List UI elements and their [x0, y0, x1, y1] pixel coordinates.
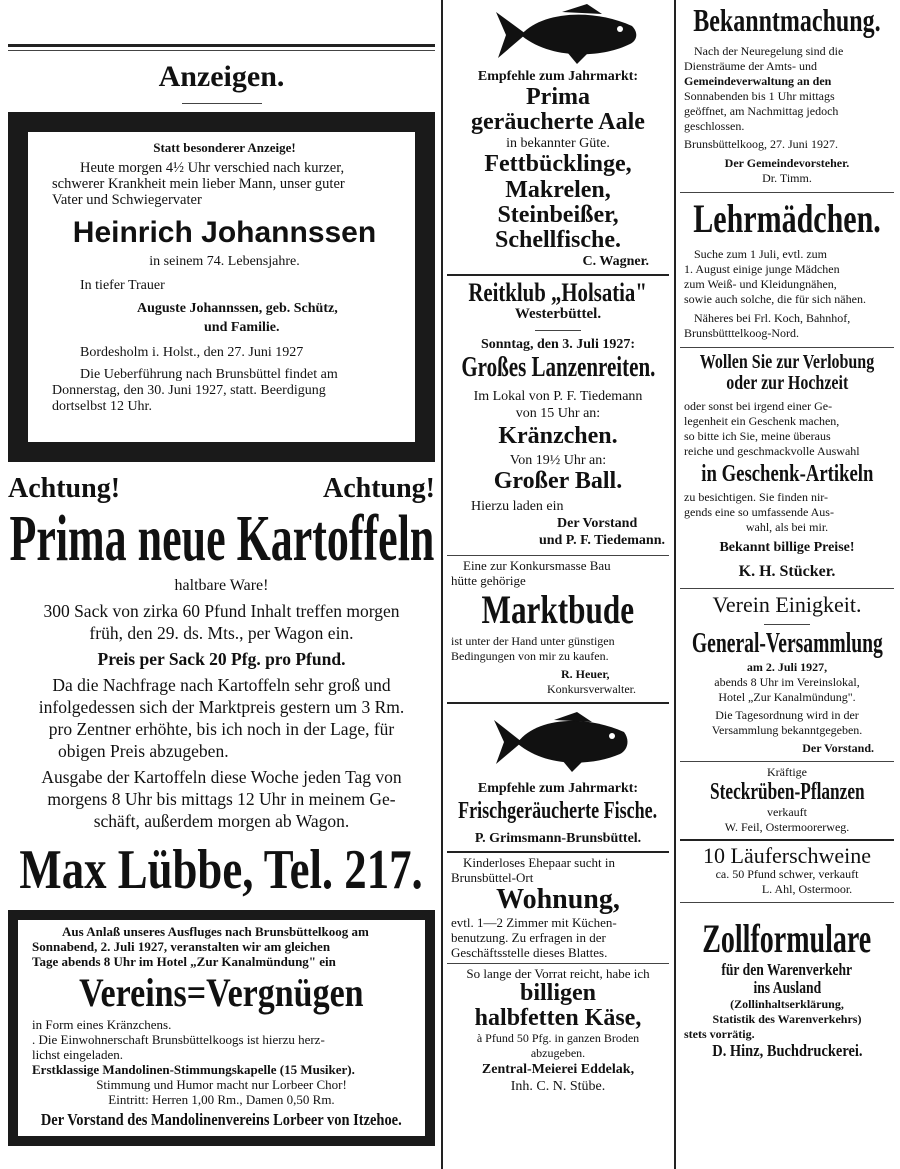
text-line: schwerer Krankheit mein lieber Mann, unser guter — [52, 175, 345, 192]
ad-rule — [447, 555, 669, 556]
top-rule-thin — [8, 50, 435, 51]
signer-line: Dr. Timm. — [762, 170, 812, 185]
fish-ad — [447, 68, 669, 270]
riding-date: Sonntag, den 3. Juli 1927: — [480, 337, 636, 353]
flat-ad — [447, 855, 669, 959]
band-line: Erstklassige Mandolinen-Stimmungskapelle (15 Musiker). — [32, 1061, 355, 1077]
fish-ad-item: Steinbeißer, — [497, 201, 619, 228]
gifts-headline: in Geschenk-Artikeln — [700, 460, 874, 487]
column-divider — [441, 0, 443, 1169]
club-text — [32, 1017, 411, 1107]
riding-title: Reitklub „Holsatia" — [468, 278, 648, 308]
text-line: . Die Einwohnerschaft Brunsbüttelkoogs ist hierzu herz- — [32, 1031, 325, 1047]
signer-line: R. Heuer, — [561, 667, 610, 682]
apprentice-text — [684, 247, 890, 341]
union-title: Verein Einigkeit. — [712, 591, 862, 617]
ad-rule — [447, 702, 669, 704]
fish-ad2-intro: Empfehle zum Jahrmarkt: — [477, 781, 639, 797]
fish-ad-line: Prima — [526, 84, 590, 110]
text-line: in Form eines Kränzchens. — [32, 1016, 172, 1032]
customs-ad — [680, 917, 894, 1060]
attention-right: Achtung! — [322, 472, 435, 504]
section-title — [8, 61, 435, 93]
text-line: benutzung. Zu erfragen in der — [451, 929, 606, 945]
short-rule — [535, 330, 581, 331]
fish-ad-signature: C. Wagner. — [582, 254, 649, 270]
text-line: evtl. 1—2 Zimmer mit Küchen- — [451, 914, 617, 930]
notice-ad — [680, 4, 894, 186]
text-line: hütte gehörige — [451, 573, 526, 589]
text-line: Die Tagesordnung wird in der — [715, 708, 859, 723]
customs-signature: D. Hinz, Buchdruckerei. — [711, 1041, 863, 1061]
place-date: Bordesholm i. Holst., den 27. Juni 1927 — [80, 344, 304, 360]
text-line: Die Ueberführung nach Brunsbüttel findet am — [80, 366, 338, 382]
riding-event: Großes Lanzenreiten. — [460, 352, 656, 384]
riding-place: Westerbüttel. — [514, 306, 602, 323]
text-line: Versammlung bekanntgegeben. — [711, 723, 863, 738]
pigs-text: ca. 50 Pfund schwer, verkauft — [715, 867, 859, 882]
pigs-signature: L. Ahl, Ostermoor. — [761, 882, 853, 897]
right-column — [680, 4, 894, 1060]
ad-rule — [680, 902, 894, 903]
price-line: Preis per Sack 20 Pfg. pro Pfund. — [97, 648, 346, 669]
union-ad — [680, 592, 894, 756]
text-line: Brunsbütttelkoog-Nord. — [684, 325, 799, 340]
text-line: morgens 8 Uhr bis mittags 12 Uhr in meinem Ge- — [47, 788, 396, 809]
text-line: Gemeindeverwaltung an den — [684, 73, 832, 88]
fish-ad2-headline: Frischgeräucherte Fische. — [458, 798, 658, 825]
text-line: Sonnabend, 2. Juli 1927, veranstalten wir am gleichen — [32, 938, 331, 954]
obituary-ad — [8, 112, 435, 462]
text-line: Hotel „Zur Kanalmündung". — [718, 690, 856, 705]
text-line: Diensträume der Amts- und — [684, 58, 817, 73]
attention-row — [8, 474, 435, 504]
text-line: 1. August einige junge Mädchen — [684, 261, 840, 276]
text-line: schäft, außerdem morgen ab Wagon. — [93, 810, 350, 831]
text-line: Vater und Schwiegervater — [52, 191, 202, 208]
gifts-ad — [680, 352, 894, 582]
cheese-headline: billigen — [519, 979, 597, 1006]
club-headline — [32, 971, 411, 1015]
text-line: pro Zentner erhöhte, bis ich noch in der Lage, für — [48, 718, 395, 739]
gifts-slogan: Bekannt billige Preise! — [719, 539, 855, 555]
ad-rule — [447, 274, 669, 276]
text-line: Kinderloses Ehepaar sucht in — [463, 855, 615, 871]
text-line: reiche und geschmackvolle Auswahl — [684, 443, 860, 458]
top-rule — [8, 44, 435, 47]
text-line: Eine zur Konkursmasse Bau — [463, 558, 611, 574]
potato-headline — [8, 501, 435, 575]
text-line: geöffnet, am Nachmittag jedoch — [684, 103, 839, 118]
text-line: früh, den 29. ds. Mts., per Wagon ein. — [89, 622, 354, 643]
club-intro — [32, 924, 411, 969]
text-line: Sonnabenden bis 1 Uhr mittags — [684, 88, 835, 103]
notice-text — [684, 44, 890, 186]
turnips-signature: W. Feil, Ostermoorerweg. — [724, 820, 850, 835]
customs-sub: für den Warenverkehr — [721, 960, 853, 980]
text-line: sowie auch solche, die für sich nähen. — [684, 291, 866, 306]
text-line: Tage abends 8 Uhr im Hotel „Zur Kanalmündung" ein — [32, 953, 336, 969]
ad-rule — [680, 192, 894, 193]
text-line: infolgedessen sich der Marktpreis gestern um 3 Rm. — [38, 696, 405, 717]
text-line: Geschäftsstelle dieses Blattes. — [451, 944, 608, 960]
short-rule — [764, 624, 810, 625]
gifts-title: Wollen Sie zur Verlobung — [699, 350, 875, 373]
text-line: Ausgabe der Kartoffeln diese Woche jeden Tag von — [41, 766, 402, 787]
fish-ad-item: Makrelen, — [505, 176, 611, 203]
riding-event2: Kränzchen. — [498, 422, 618, 449]
club-signature-text: Der Vorstand des Mandolinenvereins Lorbeer von Itzehoe. — [41, 1109, 402, 1129]
text-line: Heute morgen 4½ Uhr verschied nach kurzer, — [80, 159, 345, 176]
ad-rule — [680, 761, 894, 762]
signer-line: Der Vorstand — [557, 516, 638, 532]
text-line: obigen Preis abzugeben. — [58, 740, 229, 761]
text-line: Brunsbüttel-Ort — [451, 870, 534, 886]
fish-icon — [492, 4, 642, 66]
customs-headline: Zollformulare — [702, 916, 872, 962]
deceased-name: Heinrich Johannssen — [72, 215, 377, 249]
text-line: dortselbst 12 Uhr. — [52, 398, 152, 414]
pigs-ad — [680, 844, 894, 897]
gifts-text — [684, 399, 890, 459]
ad-rule — [447, 963, 669, 964]
club-headline-text: Vereins=Vergnügen — [79, 969, 364, 1015]
cheese-intro: So lange der Vorrat reicht, habe ich — [466, 965, 650, 981]
apprentice-title: Lehrmädchen. — [693, 195, 881, 241]
obituary-text — [52, 160, 397, 208]
text-line: (Zollinhaltserklärung, — [730, 997, 844, 1012]
signer-line: Konkursverwalter. — [547, 682, 636, 697]
signer-line: Auguste Johannssen, geb. Schütz, — [137, 300, 338, 316]
text-line: 300 Sack von zirka 60 Pfund Inhalt treffen morgen — [43, 600, 400, 621]
fish-ad-quality: in bekannter Güte. — [506, 136, 610, 152]
riding-event3: Großer Ball. — [493, 468, 623, 494]
entry-line: Eintritt: Herren 1,00 Rm., Damen 0,50 Rm. — [108, 1091, 335, 1107]
potato-headline-text: Prima neue Kartoffeln — [9, 501, 434, 575]
turnips-text: verkauft — [767, 805, 807, 820]
ad-rule — [680, 588, 894, 589]
mourning-line: In tiefer Trauer — [80, 277, 165, 293]
text-line: ist unter der Hand unter günstigen — [451, 634, 615, 649]
signer-line: Inh. C. N. Stübe. — [510, 1079, 606, 1095]
text-line: Suche zum 1 Juli, evtl. zum — [694, 246, 827, 261]
title-rule — [182, 103, 262, 104]
text-line: legenheit ein Geschenk machen, — [684, 413, 840, 428]
cheese-ad — [447, 966, 669, 1095]
customs-sub: ins Ausland — [753, 978, 821, 998]
potato-signature — [8, 840, 435, 900]
fish-ad-line: geräucherte Aale — [471, 109, 645, 136]
text-line: lichst eingeladen. — [32, 1046, 123, 1062]
ad-rule — [447, 851, 669, 853]
customs-stock: stets vorrätig. — [684, 1027, 755, 1042]
potato-text — [8, 600, 435, 832]
turnips-headline: Steckrüben-Pflanzen — [709, 779, 865, 806]
section-title-text: Anzeigen. — [158, 60, 285, 93]
turnips-intro: Kräftige — [767, 765, 807, 780]
ad-rule — [680, 347, 894, 348]
potato-sub: haltbare Ware! — [174, 576, 269, 594]
obituary-intro: Statt besonderer Anzeige! — [153, 139, 296, 155]
potato-signature-text: Max Lübbe, Tel. 217. — [19, 838, 424, 901]
gifts-signature: K. H. Stücker. — [738, 562, 836, 580]
humor-line: Stimmung und Humor macht nur Lorbeer Chor! — [96, 1076, 347, 1092]
text-line: Aus Anlaß unseres Ausfluges nach Brunsbüttelkoog am — [62, 923, 369, 939]
riding-ad — [447, 279, 669, 549]
text-line: geschlossen. — [684, 118, 745, 133]
fish-icon — [492, 712, 632, 774]
place-date: Brunsbüttelkoog, 27. Juni 1927. — [684, 136, 839, 151]
text-line: wahl, als bei mir. — [745, 519, 829, 534]
fish-ad-intro: Empfehle zum Jahrmarkt: — [477, 69, 639, 84]
club-ad — [8, 910, 435, 1146]
text-line: Donnerstag, den 30. Juni 1927, statt. Beerdigung — [52, 382, 326, 398]
text-line: zu besichtigen. Sie finden nir- — [684, 489, 829, 504]
club-signature — [32, 1110, 411, 1130]
attention-left: Achtung! — [8, 472, 121, 504]
signer-line: Der Gemeindevorsteher. — [724, 155, 850, 170]
signer-line: und Familie. — [204, 319, 280, 335]
text-line: Nach der Neuregelung sind die — [694, 43, 844, 58]
notice-title: Bekanntmachung. — [693, 2, 881, 38]
fish-ad-item: Schellfische. — [495, 226, 621, 253]
flat-headline: Wohnung, — [496, 884, 620, 916]
left-column — [8, 44, 435, 1146]
union-date: am 2. Juli 1927, — [746, 660, 828, 675]
funeral-text — [52, 367, 397, 415]
signer-line: Zentral-Meierei Eddelak, — [481, 1062, 635, 1078]
cheese-headline: halbfetten Käse, — [474, 1004, 642, 1031]
text-line: zum Weiß- und Kleidungnähen, — [684, 276, 837, 291]
text-line: Bedingungen von mir zu kaufen. — [451, 649, 609, 664]
gifts-title: oder zur Hochzeit — [725, 371, 849, 394]
pigs-headline: 10 Läuferschweine — [703, 843, 871, 869]
signer-line: und P. F. Tiedemann. — [538, 533, 665, 549]
fish-ad2 — [447, 780, 669, 847]
text-line: à Pfund 50 Pfg. in ganzen Broden — [476, 1031, 640, 1046]
union-signature: Der Vorstand. — [802, 741, 874, 756]
middle-column — [447, 4, 669, 1095]
text-line: Näheres bei Frl. Koch, Bahnhof, — [694, 310, 851, 325]
fish-ad2-signature: P. Grimsmann-Brunsbüttel. — [474, 831, 642, 847]
text-line: abzugeben. — [530, 1046, 586, 1061]
booth-ad — [447, 558, 669, 697]
apprentice-ad — [680, 197, 894, 341]
union-headline: General-Versammlung — [691, 627, 883, 659]
gifts-text2 — [684, 490, 890, 535]
text-line: so bitte ich Sie, meine überaus — [684, 428, 831, 443]
age-line: in seinem 74. Lebensjahre. — [149, 253, 300, 269]
text-line: Da die Nachfrage nach Kartoffeln sehr groß und — [52, 674, 391, 695]
venue-line: von 15 Uhr an: — [515, 405, 601, 421]
riding-invite: Hierzu laden ein — [471, 499, 564, 515]
text-line: Statistik des Warenverkehrs) — [712, 1012, 862, 1027]
column-divider — [674, 0, 676, 1169]
text-line: gends eine so umfassende Aus- — [684, 504, 834, 519]
fish-ad-item: Fettbücklinge, — [484, 151, 632, 178]
text-line: oder sonst bei irgend einer Ge- — [684, 398, 833, 413]
turnips-ad — [680, 765, 894, 835]
booth-headline: Marktbude — [481, 587, 635, 633]
riding-time2: Von 19½ Uhr an: — [509, 453, 607, 468]
venue-line: Im Lokal von P. F. Tiedemann — [473, 388, 643, 404]
ad-rule — [680, 839, 894, 841]
text-line: abends 8 Uhr im Vereinslokal, — [714, 675, 860, 690]
